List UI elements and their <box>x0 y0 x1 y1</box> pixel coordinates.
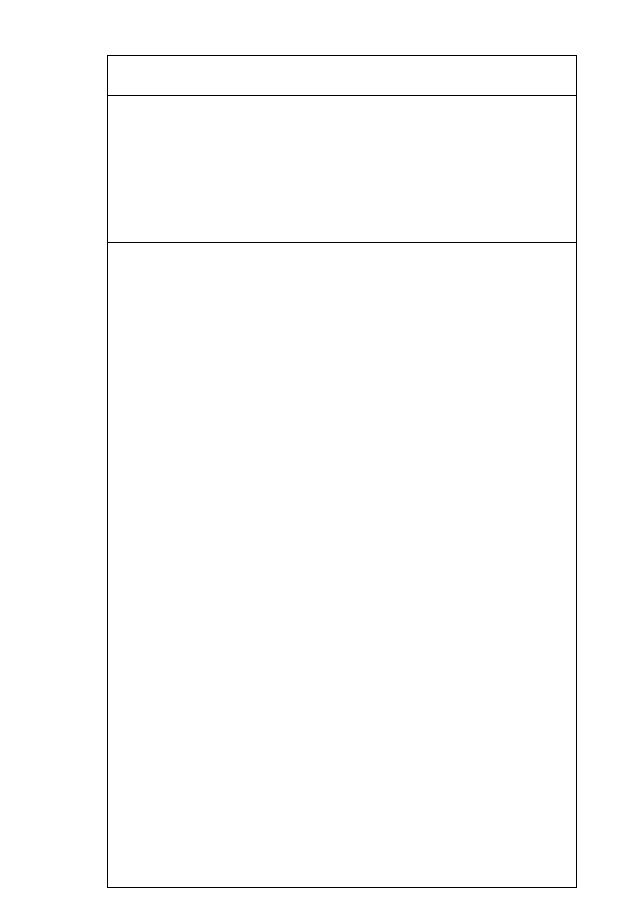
empty-cell <box>108 242 578 887</box>
table-row <box>108 56 578 888</box>
document-table <box>107 55 577 888</box>
row-id <box>108 56 578 96</box>
row-label <box>108 95 578 242</box>
rotated-document-table <box>107 55 577 888</box>
table-body <box>108 56 578 888</box>
